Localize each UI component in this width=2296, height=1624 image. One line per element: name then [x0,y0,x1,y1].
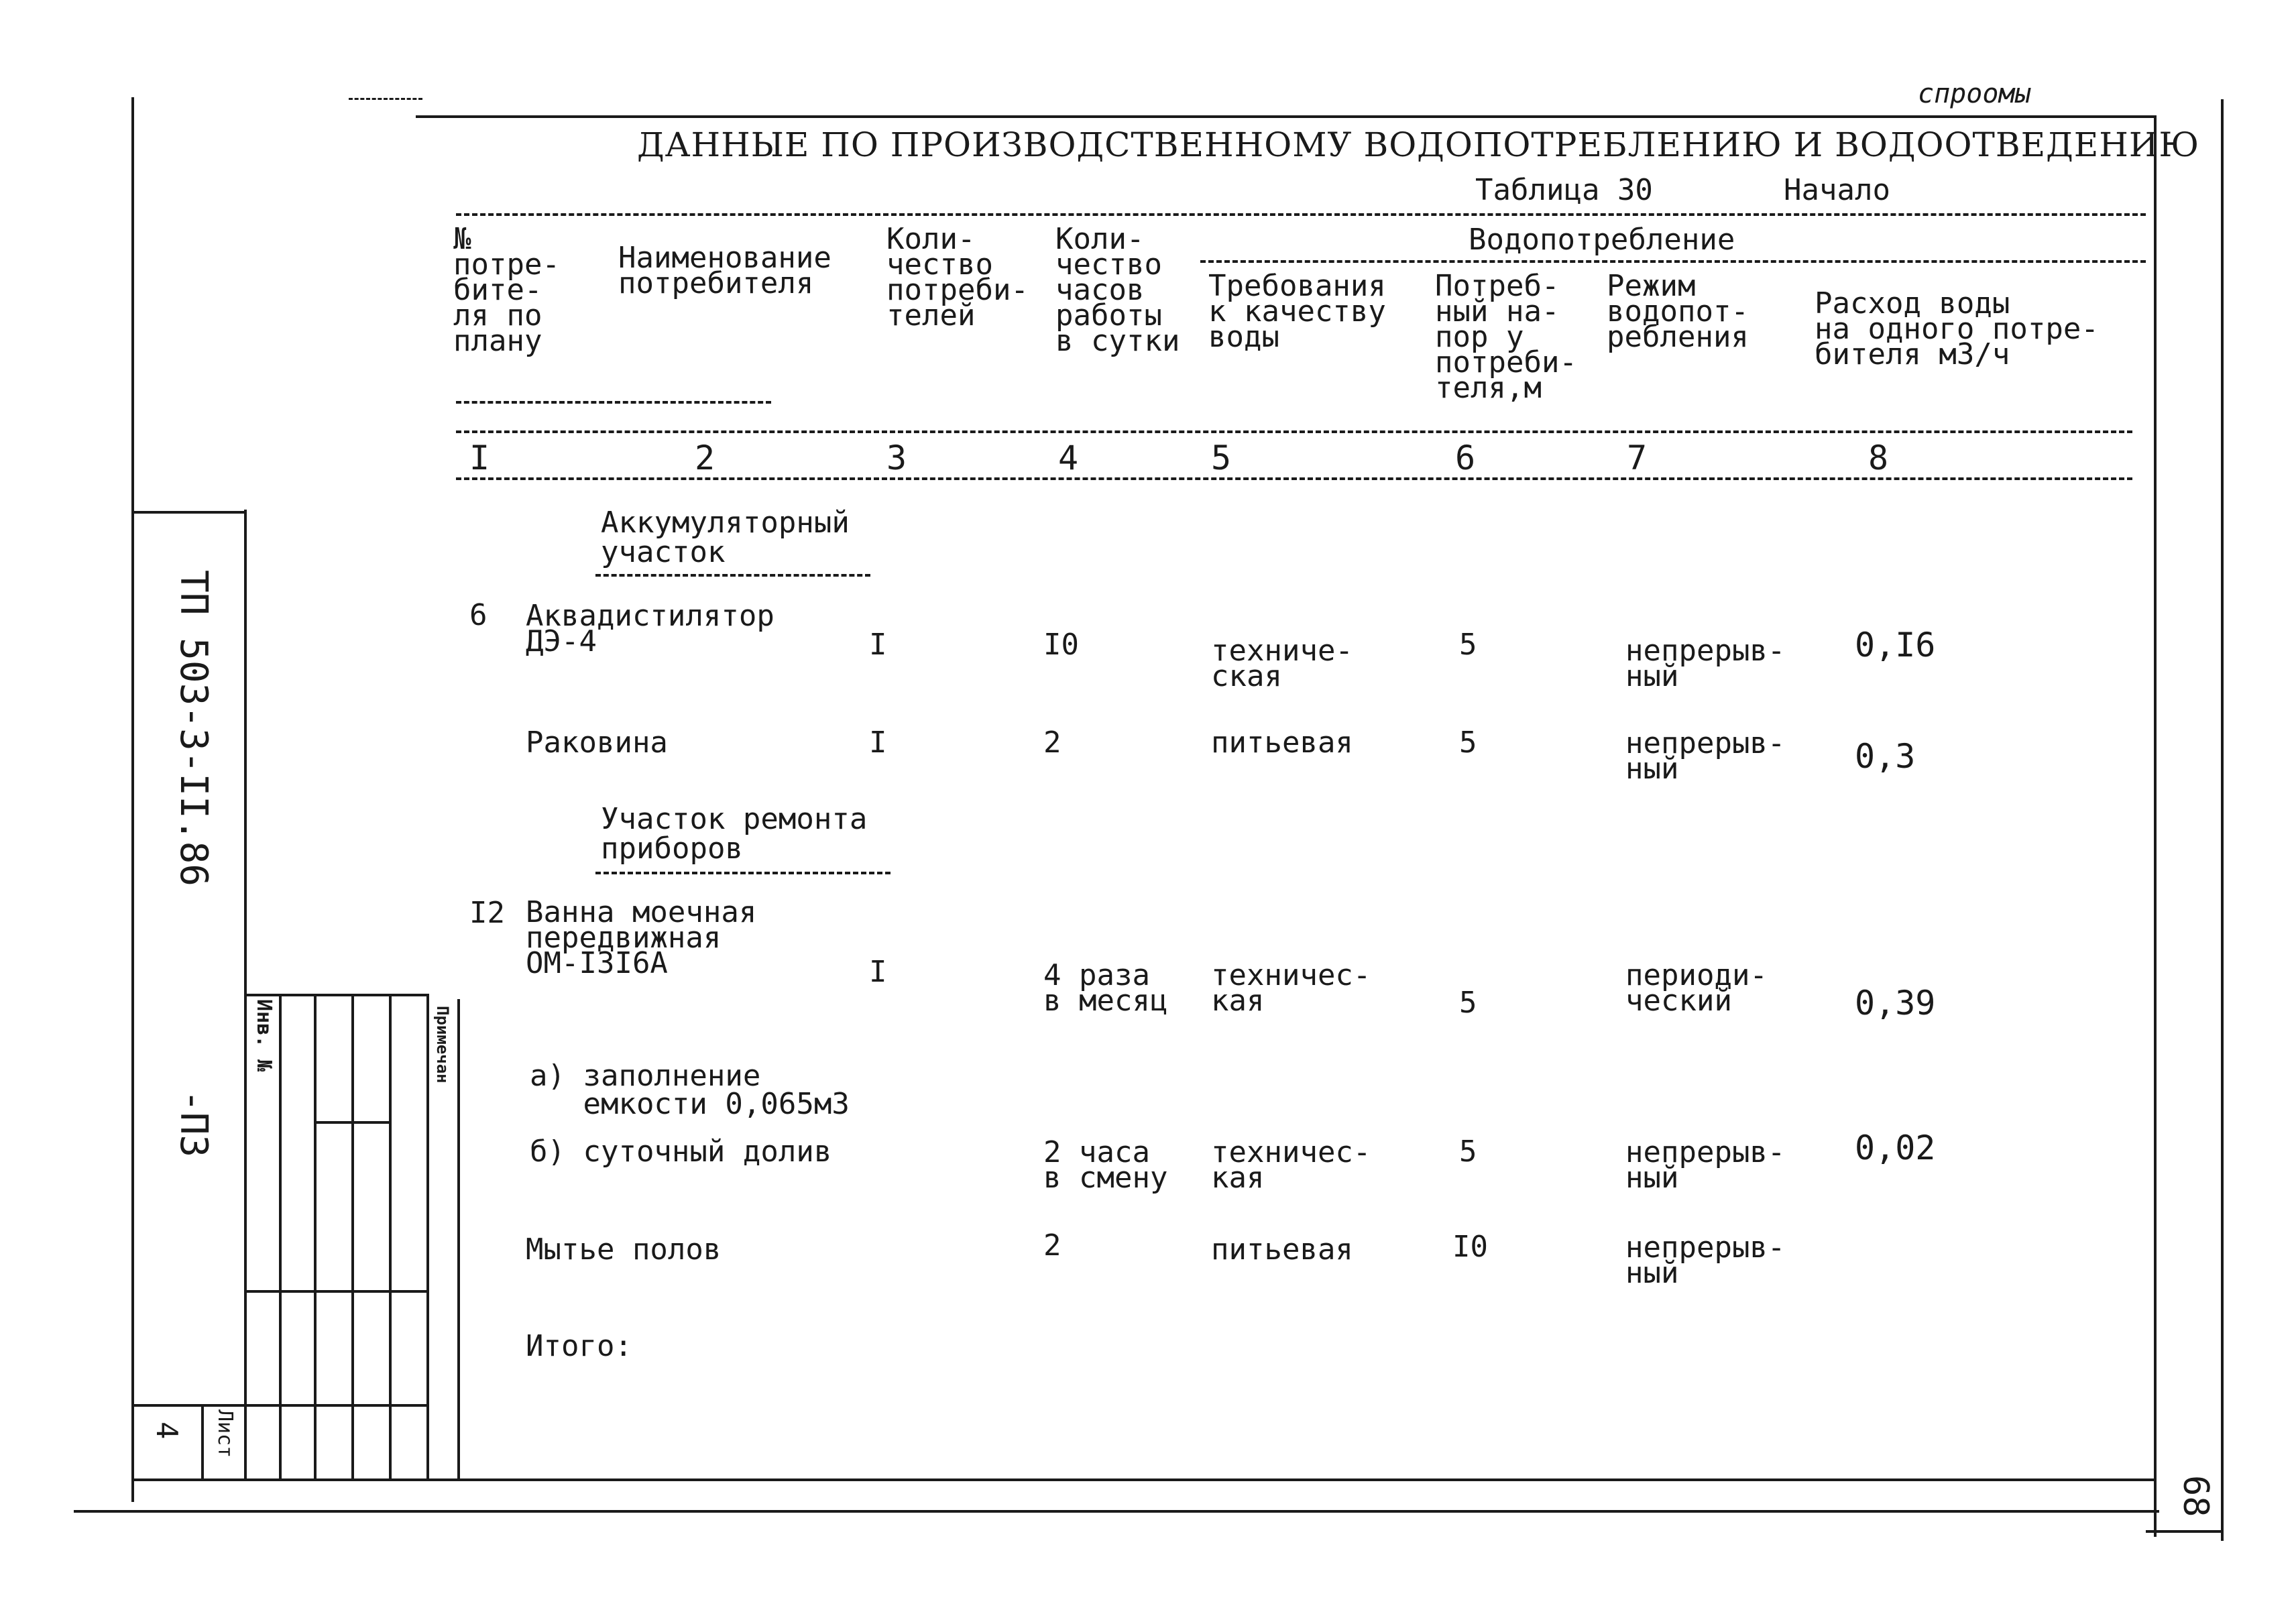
grid-v6 [457,999,460,1479]
bottom-line [74,1510,2159,1513]
row6-name: Мытье полов [526,1232,722,1267]
col-number-3: 3 [886,439,907,477]
row2-pressure: 5 [1459,726,1477,760]
col-numbers-rule [456,477,2132,480]
section-repair: Участок ремонта приборов [601,802,868,866]
col-number-1: I [469,439,490,477]
header-col-3: Коли- чество потреби- телей [886,222,1029,333]
row3-quality: техничес- кая [1211,958,1371,1018]
section-repair-underline [595,872,891,874]
row2-name: Раковина [526,726,668,760]
row3-count: I [869,955,887,989]
section-battery-underline [595,574,870,577]
right-border [2221,99,2224,1541]
bottom-right-line [2146,1530,2221,1533]
col-number-2: 2 [695,439,715,477]
inv-label: Инв. № [252,999,276,1072]
header-col-1: № потре- бите- ля по плану [453,222,560,358]
stamp-sheet-code: -ПЗ [172,1090,215,1158]
stamp-sheet-no: 4 [150,1422,184,1440]
col-number-5: 5 [1211,439,1232,477]
row4-name: а) заполнение емкости 0,065м3 [530,1059,850,1121]
left-border [131,97,134,1502]
note-label: Примечан [433,1006,452,1084]
row1-flow: 0,I6 [1855,626,1936,664]
content-bottom-line [131,1478,2157,1481]
top-border [416,115,2157,118]
row3-no: I2 [469,896,505,930]
stamp-sheet-top [131,1404,247,1407]
header-col-2: Наименование потребителя [618,241,831,300]
row1-quality: техниче- ская [1211,634,1353,693]
row6-quality: питьевая [1211,1232,1353,1267]
grid-v2 [314,994,317,1479]
header-col-6: Потреб- ный на- пор у потреби- теля,м [1435,269,1577,405]
grid-h1 [244,994,429,996]
row3-name: Ванна моечная передвижная ОМ-I3I6А [526,895,757,980]
row3-pressure: 5 [1459,986,1477,1020]
top-fragment: спроoмы [1918,78,2031,109]
row6-pressure: I0 [1452,1230,1488,1264]
row1-count: I [869,628,887,662]
header-col-8: Расход воды на одного потре- бителя м3/ч [1815,286,2099,371]
header-bottom-rule [456,430,2132,433]
row2-quality: питьевая [1211,726,1353,760]
grid-v4 [389,994,392,1479]
row1-pressure: 5 [1459,628,1477,662]
row2-mode: непрерыв- ный [1625,726,1786,786]
col1-2-rule [456,401,771,404]
row1-name: Аквадистилятор ДЭ-4 [526,599,774,658]
grid-h3 [244,1290,429,1293]
table-label: Таблица 30 [1475,173,1653,207]
page-title: ДАННЫЕ ПО ПРОИЗВОДСТВЕННОМУ ВОДОПОТРЕБЛЕНИЮ И ВОДООТВЕДЕНИЮ [637,125,2200,164]
row2-count: I [869,726,887,760]
header-col-5: Требования к качеству воды [1208,269,1386,354]
row1-no: 6 [469,598,487,632]
grid-v3 [351,994,354,1479]
total-label: Итого: [526,1329,632,1363]
inner-right-border [2154,115,2157,1537]
stamp-top [131,511,247,514]
stamp-sheet-divider [201,1404,204,1479]
grid-v1 [279,994,282,1479]
col-number-8: 8 [1868,439,1889,477]
row3-flow: 0,39 [1855,984,1936,1023]
stamp-code: ТП 503-3-II.86 [172,570,215,887]
group-header-rule [1200,260,2146,263]
group-header: Водопотребление [1469,223,1735,257]
stamp-sheet-label: Лист [213,1409,237,1458]
page-number: 68 [2175,1475,2216,1517]
row6-mode: непрерыв- ный [1625,1230,1786,1290]
row2-flow: 0,3 [1855,737,1916,776]
col-number-4: 4 [1058,439,1079,477]
section-battery: Аккумуляторный участок [601,506,850,569]
row5-mode: непрерыв- ный [1625,1135,1786,1195]
top-dash [349,98,422,100]
row6-hours: 2 [1043,1228,1061,1263]
row3-mode: периоди- ческий [1625,958,1768,1018]
row5-pressure: 5 [1459,1135,1477,1169]
row5-flow: 0,02 [1855,1128,1936,1167]
header-col-4: Коли- чество часов работы в сутки [1055,222,1180,358]
col-number-7: 7 [1627,439,1648,477]
row1-mode: непрерыв- ный [1625,634,1786,693]
header-col-7: Режим водопот- ребления [1607,269,1749,354]
row5-quality: техничес- кая [1211,1135,1371,1195]
row1-hours: I0 [1043,628,1079,662]
table-status: Начало [1784,173,1890,207]
row5-hours: 2 часа в смену [1043,1135,1168,1195]
header-top-rule [456,213,2146,216]
row3-hours: 4 раза в месяц [1043,958,1168,1018]
col-number-6: 6 [1455,439,1476,477]
grid-h4 [244,1404,429,1407]
grid-v5 [426,994,429,1479]
row2-hours: 2 [1043,726,1061,760]
row5-name: б) суточный долив [530,1135,832,1169]
